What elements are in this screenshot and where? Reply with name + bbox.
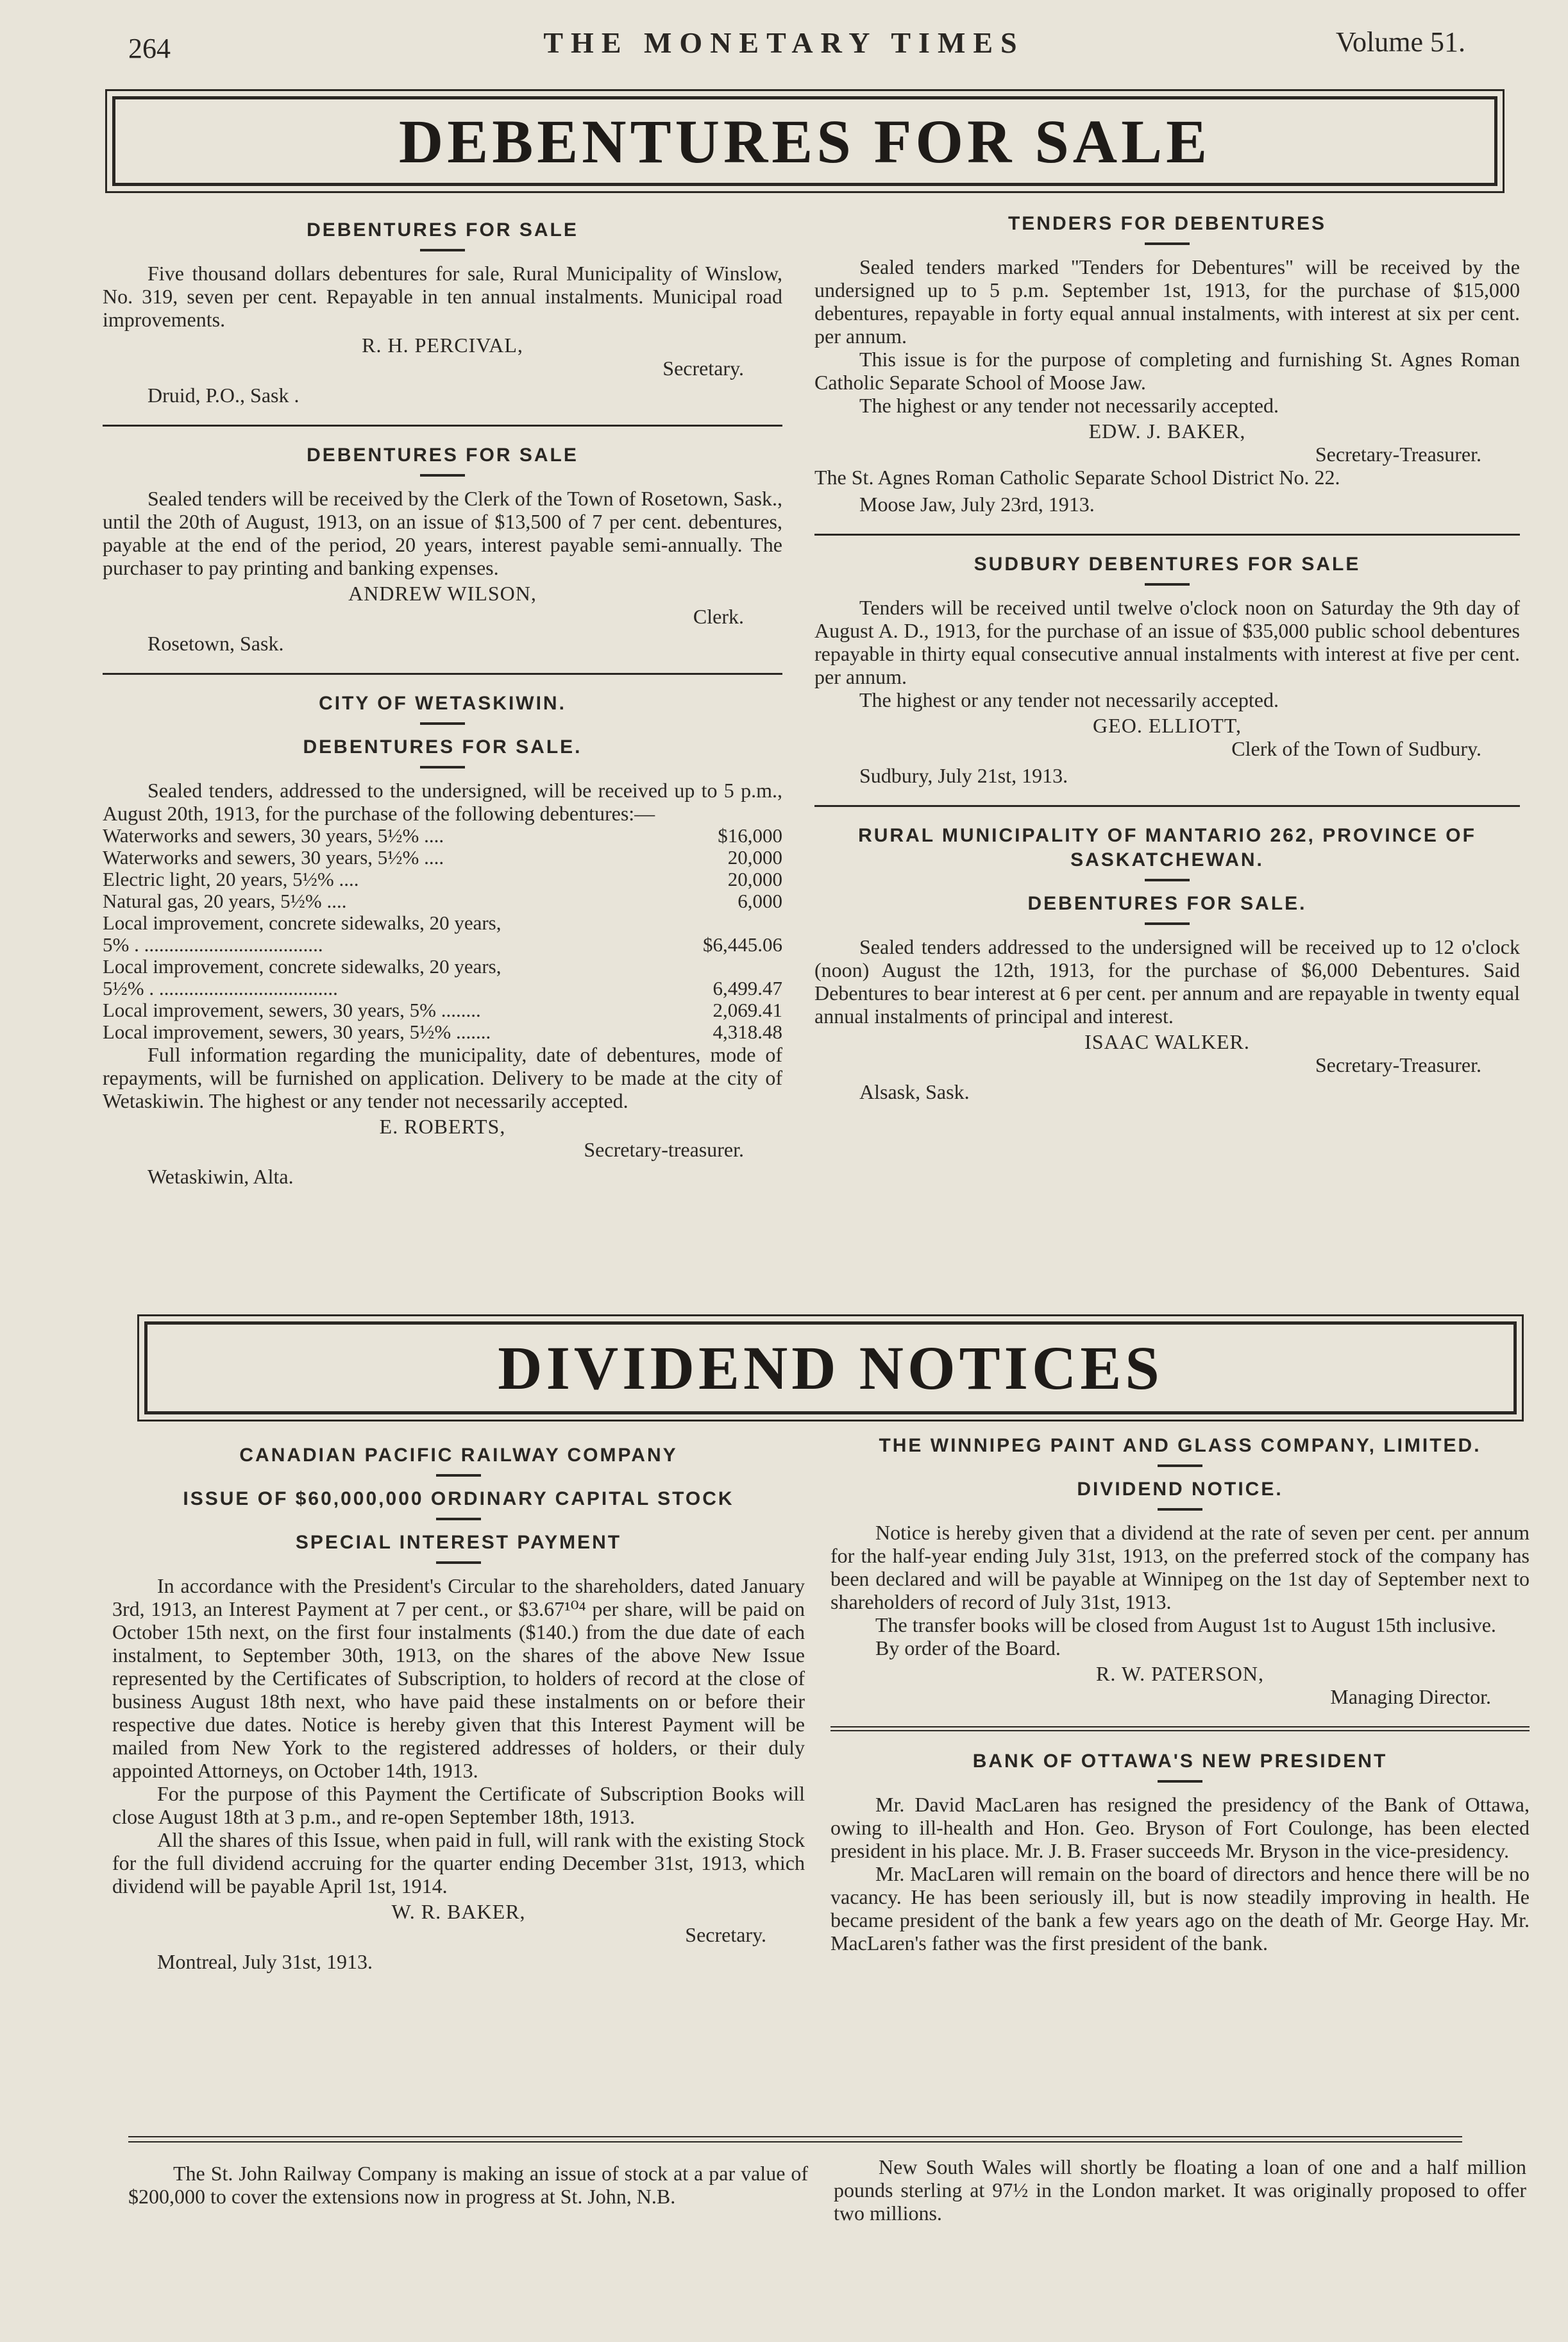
notice-heading: BANK OF OTTAWA'S NEW PRESIDENT (972, 1751, 1388, 1772)
notice-body: By order of the Board. (875, 1636, 1061, 1659)
masthead: THE MONETARY TIMES (543, 26, 1025, 59)
notice-subheading: DEBENTURES FOR SALE. (1027, 893, 1307, 914)
notice-winslow (103, 218, 782, 407)
bottom-separator (128, 2141, 1462, 2143)
notice-body: In accordance with the President's Circular to the shareholders, dated January 3rd, 1913, an Interest Payment at 7 per cent., or $3.67¹⁰⁴ per share, will be paid on October 15th next, on the first four instalments ($140.) from the due date of each instalment, to September 30th, 1913, on the shares of the above New Issue represented by the Certificates of Subscription, to holders of record at the close of business August 18th next, who have paid these instalments on or before their respective due dates. Notice is hereby given that this Interest Payment will be mailed from New York to the registered addresses of holders, or their duly appointed Attorneys, on October 14th, 1913. (112, 1574, 805, 1782)
notice-body: Tenders will be received until twelve o'clock noon on Saturday the 9th day of August A. D., 1913, for the purchase of an issue of $35,000 public school debentures repayable in thirty equal consecutive annual instalments with interest at five per cent. per annum. (814, 596, 1520, 688)
signature-name: R. W. PATERSON, (1096, 1662, 1264, 1685)
notice-body: Five thousand dollars debentures for sale, Rural Municipality of Winslow, No. 319, seven per cent. Repayable in ten annual instalments. Municipal road improvements. (103, 262, 782, 331)
signature-name: W. R. BAKER, (391, 1900, 526, 1923)
list-item: Local improvement, sewers, 30 years, 5½% ....... 4,318.48 (103, 1021, 782, 1043)
signature-title: Secretary-treasurer. (584, 1138, 744, 1161)
notice-body: The highest or any tender not necessarily accepted. (859, 394, 1279, 417)
signature-title: Clerk of the Town of Sudbury. (1231, 737, 1481, 760)
notice-heading: TENDERS FOR DEBENTURES (1007, 213, 1327, 234)
notice-body: Mr. David MacLaren has resigned the presidency of the Bank of Ottawa, owing to ill-health and Hon. Geo. Bryson of Fort Coulonge, has been elected president in his place. Mr. J. B. Fraser succeeds Mr. Bryson in the vice-presidency. (830, 1793, 1530, 1862)
notice-place: Wetaskiwin, Alta. (148, 1165, 294, 1188)
list-item: Local improvement, concrete sidewalks, 20 years, (103, 912, 502, 934)
divider (436, 1518, 481, 1520)
divider (1145, 583, 1190, 586)
signature-name: ISAAC WALKER. (1084, 1030, 1250, 1053)
divider (436, 1561, 481, 1564)
notice-subheading: DEBENTURES FOR SALE. (303, 736, 582, 758)
notice-place: Druid, P.O., Sask . (148, 384, 299, 407)
left-column-dividends (112, 1443, 805, 1991)
notice-subheading: DIVIDEND NOTICE. (1077, 1479, 1283, 1500)
notice-bank-ottawa (830, 1749, 1530, 1955)
notice-heading: SUDBURY DEBENTURES FOR SALE (974, 554, 1361, 575)
signature-title: Secretary-Treasurer. (1315, 1053, 1481, 1076)
notice-place: Moose Jaw, July 23rd, 1913. (859, 493, 1095, 516)
list-item: Waterworks and sewers, 30 years, 5½% .... 20,000 (103, 846, 782, 869)
banner-title: DEBENTURES FOR SALE (398, 106, 1211, 176)
signature-name: GEO. ELLIOTT, (1093, 714, 1242, 737)
notice-wetaskiwin (103, 692, 782, 1188)
notice-place: Rosetown, Sask. (148, 632, 284, 655)
notice-body: Mr. MacLaren will remain on the board of directors and hence there will be no vacancy. He has been seriously ill, but is now steadily improving in health. He became president of the bank a few years ago on the death of Mr. George Hay. Mr. MacLaren's father was the first president of the bank. (830, 1862, 1530, 1955)
news-item-st-john (128, 2162, 808, 2208)
divider (420, 722, 465, 725)
page-number: 264 (128, 33, 171, 64)
notice-heading: DEBENTURES FOR SALE (307, 219, 578, 241)
divider (420, 249, 465, 251)
notice-heading: DEBENTURES FOR SALE (307, 445, 578, 466)
bottom-separator (128, 2136, 1462, 2137)
list-item: Electric light, 20 years, 5½% .... 20,000 (103, 868, 782, 890)
divider (1158, 1780, 1202, 1783)
notice-heading: THE WINNIPEG PAINT AND GLASS COMPANY, LIMITED. (879, 1435, 1481, 1456)
signature-name: EDW. J. BAKER, (1088, 420, 1246, 443)
divider (420, 474, 465, 477)
news-body: The St. John Railway Company is making an issue of stock at a par value of $200,000 to cover the extensions now in progress at St. John, N.B. (128, 2162, 808, 2208)
list-item: Waterworks and sewers, 30 years, 5½% .... $16,000 (103, 824, 782, 847)
notice-body: Sealed tenders marked "Tenders for Debentures" will be received by the undersigned up to 5 p.m. September 1st, 1913, for the purchase of $15,000 debentures, repayable in forty equal annual instalments, with interest at six per cent. per annum. (814, 255, 1520, 348)
notice-body: Sealed tenders will be received by the Clerk of the Town of Rosetown, Sask., until the 20th of August, 1913, on an issue of $13,500 of 7 per cent. debentures, payable at the end of the period, 20 years, interest payable semi-annually. The purchaser to pay printing and banking expenses. (103, 487, 782, 579)
separator (830, 1726, 1530, 1731)
notice-body: Full information regarding the municipality, date of debentures, mode of repayments, will be furnished on application. Delivery to be made at the city of Wetaskiwin. The highest or any tender not necessarily accepted. (103, 1043, 782, 1112)
signature-name: ANDREW WILSON, (348, 582, 537, 605)
right-column-dividends (830, 1434, 1530, 1973)
separator (814, 534, 1520, 536)
separator (814, 805, 1520, 807)
divider (1145, 879, 1190, 881)
separator (103, 425, 782, 427)
notice-cpr (112, 1443, 805, 1973)
notice-st-agnes (814, 212, 1520, 516)
dividend-banner (144, 1321, 1517, 1414)
notice-heading: RURAL MUNICIPALITY OF MANTARIO 262, PROVINCE OF SASKATCHEWAN. (858, 825, 1476, 870)
notice-body: For the purpose of this Payment the Certificate of Subscription Books will close August 18th at 3 p.m., and re-open September 18th, 1913. (112, 1782, 805, 1828)
left-column-debentures (103, 218, 782, 1206)
notice-body: All the shares of this Issue, when paid in full, will rank with the existing Stock for the full dividend accruing for the quarter ending December 31st, 1913, which dividend will be payable April 1st, 1914. (112, 1828, 805, 1897)
notice-body: Sealed tenders addressed to the undersigned will be received up to 12 o'clock (noon) August the 12th, 1913, for the purchase of $6,000 Debentures. Said Debentures to bear interest at 6 per cent. per annum and are repayable in twenty equal annual instalments of principal and interest. (814, 935, 1520, 1028)
notice-place: Alsask, Sask. (859, 1080, 970, 1103)
signature-name: E. ROBERTS, (379, 1115, 506, 1138)
notice-organization: The St. Agnes Roman Catholic Separate School District No. 22. (814, 466, 1340, 489)
right-column-debentures (814, 212, 1520, 1121)
notice-subheading: SPECIAL INTEREST PAYMENT (295, 1532, 622, 1553)
volume-label: Volume 51. (1335, 26, 1465, 58)
notice-place: Sudbury, July 21st, 1913. (859, 764, 1068, 787)
signature-title: Secretary-Treasurer. (1315, 443, 1481, 466)
list-item: Local improvement, concrete sidewalks, 20 years, (103, 955, 502, 978)
list-item: Local improvement, sewers, 30 years, 5% ........ 2,069.41 (103, 999, 782, 1021)
signature-title: Clerk. (693, 605, 744, 628)
list-item: 5½% . .................................... 6,499.47 (103, 977, 782, 999)
notice-sudbury (814, 552, 1520, 787)
banner-title: DIVIDEND NOTICES (498, 1334, 1163, 1402)
divider (436, 1474, 481, 1477)
divider (1145, 922, 1190, 925)
signature-title: Secretary. (685, 1923, 766, 1946)
notice-mantario (814, 824, 1520, 1103)
notice-heading: CANADIAN PACIFIC RAILWAY COMPANY (239, 1445, 678, 1466)
news-item-nsw-loan (834, 2155, 1526, 2225)
notice-subheading: ISSUE OF $60,000,000 ORDINARY CAPITAL STOCK (183, 1488, 734, 1509)
divider (1158, 1464, 1202, 1467)
notice-body: This issue is for the purpose of completing and furnishing St. Agnes Roman Catholic Separate School of Moose Jaw. (814, 348, 1520, 394)
notice-body: The transfer books will be closed from August 1st to August 15th inclusive. (875, 1613, 1496, 1636)
notice-rosetown (103, 443, 782, 655)
notice-heading: CITY OF WETASKIWIN. (319, 693, 566, 714)
debentures-banner (112, 96, 1497, 186)
list-item: Natural gas, 20 years, 5½% .... 6,000 (103, 890, 782, 912)
debenture-list (103, 825, 782, 1043)
notice-intro: Sealed tenders, addressed to the undersigned, will be received up to 5 p.m., August 20th, 1913, for the purchase of the following debentures:— (103, 779, 782, 825)
list-item: 5% . .................................... $6,445.06 (103, 933, 782, 956)
divider (1145, 242, 1190, 245)
notice-body: The highest or any tender not necessarily accepted. (859, 688, 1279, 711)
divider (1158, 1508, 1202, 1511)
separator (103, 673, 782, 675)
notice-winnipeg-paint (830, 1434, 1530, 1708)
divider (420, 766, 465, 768)
signature-title: Managing Director. (1330, 1685, 1491, 1708)
notice-body: Notice is hereby given that a dividend at the rate of seven per cent. per annum for the half-year ending July 31st, 1913, on the preferred stock of the company has been declared and will be payable at Winnipeg on the 1st day of September next to shareholders of record of July 31st, 1913. (830, 1521, 1530, 1613)
signature-name: R. H. PERCIVAL, (362, 334, 523, 357)
notice-place: Montreal, July 31st, 1913. (157, 1950, 373, 1973)
running-header (0, 26, 1568, 64)
news-body: New South Wales will shortly be floating a loan of one and a half million pounds sterling at 97½ in the London market. It was originally proposed to offer two millions. (834, 2155, 1526, 2225)
signature-title: Secretary. (662, 357, 744, 380)
